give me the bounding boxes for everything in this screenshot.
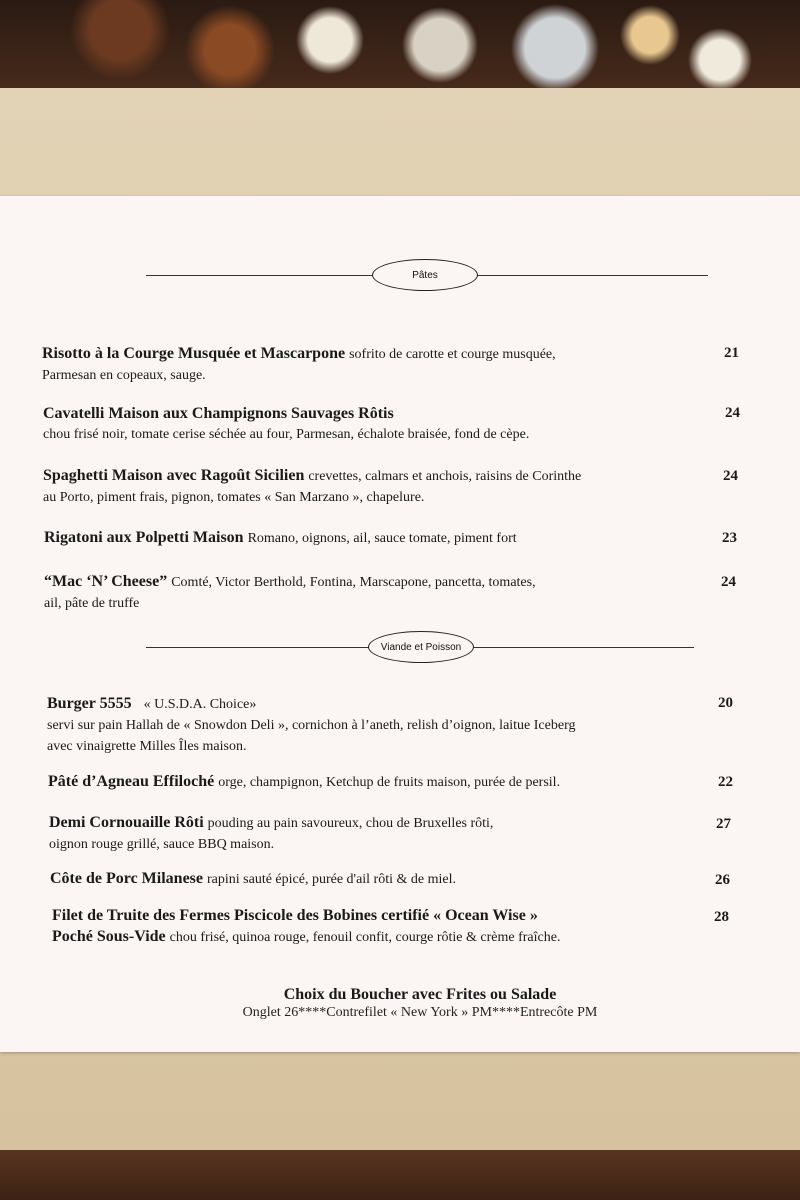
item-price: 22 [718, 774, 733, 790]
item-description: Romano, oignons, ail, sauce tomate, piment fort [247, 531, 517, 546]
menu-item-burger [47, 693, 576, 757]
item-description-line2: oignon rouge grillé, sauce BBQ maison. [49, 837, 275, 852]
item-description-line2: au Porto, piment frais, pignon, tomates « San Marzano », chapelure. [43, 490, 425, 505]
menu-item-rigatoni [44, 527, 517, 549]
item-name: Demi Cornouaille Rôti [49, 814, 204, 831]
item-price: 20 [718, 695, 733, 711]
item-price: 23 [722, 530, 737, 546]
item-name: Côte de Porc Milanese [50, 870, 203, 887]
menu-item-demi-cornouaille [49, 812, 493, 855]
item-description-line2: ail, pâte de truffe [44, 596, 140, 611]
item-price: 27 [716, 816, 731, 832]
item-price: 28 [714, 909, 729, 925]
item-description: sofrito de carotte et courge musquée, [349, 347, 556, 362]
menu-item-spaghetti [43, 465, 581, 508]
item-name: Burger 5555 [47, 695, 132, 712]
item-price: 26 [715, 872, 730, 888]
item-name: Filet de Truite des Fermes Piscicole des Bobines certifié « Ocean Wise » [52, 907, 538, 924]
item-description: « U.S.D.A. Choice» [143, 697, 257, 712]
item-name: Cavatelli Maison aux Champignons Sauvages Rôtis [43, 405, 394, 422]
item-description-line2: servi sur pain Hallah de « Snowdon Deli », cornichon à l’aneth, relish d’oignon, laitue Iceberg [47, 718, 576, 733]
butcher-choice-title: Choix du Boucher avec Frites ou Salade [283, 986, 557, 1003]
item-description-line2: chou frisé noir, tomate cerise séchée au four, Parmesan, échalote braisée, fond de cèpe. [43, 427, 530, 442]
item-description-line3: avec vinaigrette Milles Îles maison. [47, 739, 247, 754]
section-title-viande-poisson: Viande et Poisson [368, 631, 474, 663]
item-description: rapini sauté épicé, purée d'ail rôti & de miel. [207, 872, 456, 887]
item-name: Spaghetti Maison avec Ragoût Sicilien [43, 467, 305, 484]
item-description: chou frisé, quinoa rouge, fenouil confit, courge rôtie & crème fraîche. [169, 930, 561, 945]
item-description: orge, champignon, Ketchup de fruits maison, purée de persil. [218, 775, 561, 790]
section-divider-viande-poisson [146, 627, 694, 667]
item-description: crevettes, calmars et anchois, raisins de Corinthe [308, 469, 582, 484]
item-name: Rigatoni aux Polpetti Maison [44, 529, 244, 546]
background-bokeh [0, 0, 800, 100]
menu-item-pate-agneau [48, 771, 560, 793]
menu-item-filet-truite [52, 905, 560, 948]
item-name: “Mac ‘N’ Cheese” [44, 573, 168, 590]
section-divider-pates [146, 255, 708, 295]
menu-item-mac-n-cheese [44, 571, 536, 614]
item-price: 24 [721, 574, 736, 590]
item-price: 21 [724, 345, 739, 361]
item-name: Risotto à la Courge Musquée et Mascarpone [42, 345, 346, 362]
item-description: pouding au pain savoureux, chou de Bruxelles rôti, [207, 816, 494, 831]
item-price: 24 [723, 468, 738, 484]
menu-item-cavatelli [43, 403, 529, 445]
section-title-pates: Pâtes [372, 259, 478, 291]
item-name-line2: Poché Sous-Vide [52, 928, 166, 945]
item-description: Comté, Victor Berthold, Fontina, Marscapone, pancetta, tomates, [171, 575, 536, 590]
menu-item-cote-porc [50, 868, 456, 890]
table-surface [0, 1150, 800, 1200]
menu-item-risotto [42, 343, 556, 386]
item-price: 24 [725, 405, 740, 421]
item-description-line2: Parmesan en copeaux, sauge. [42, 368, 206, 383]
item-name: Pâté d’Agneau Effiloché [48, 773, 215, 790]
butcher-choice-options: Onglet 26****Contrefilet « New York » PM****Entrecôte PM [242, 1005, 598, 1020]
